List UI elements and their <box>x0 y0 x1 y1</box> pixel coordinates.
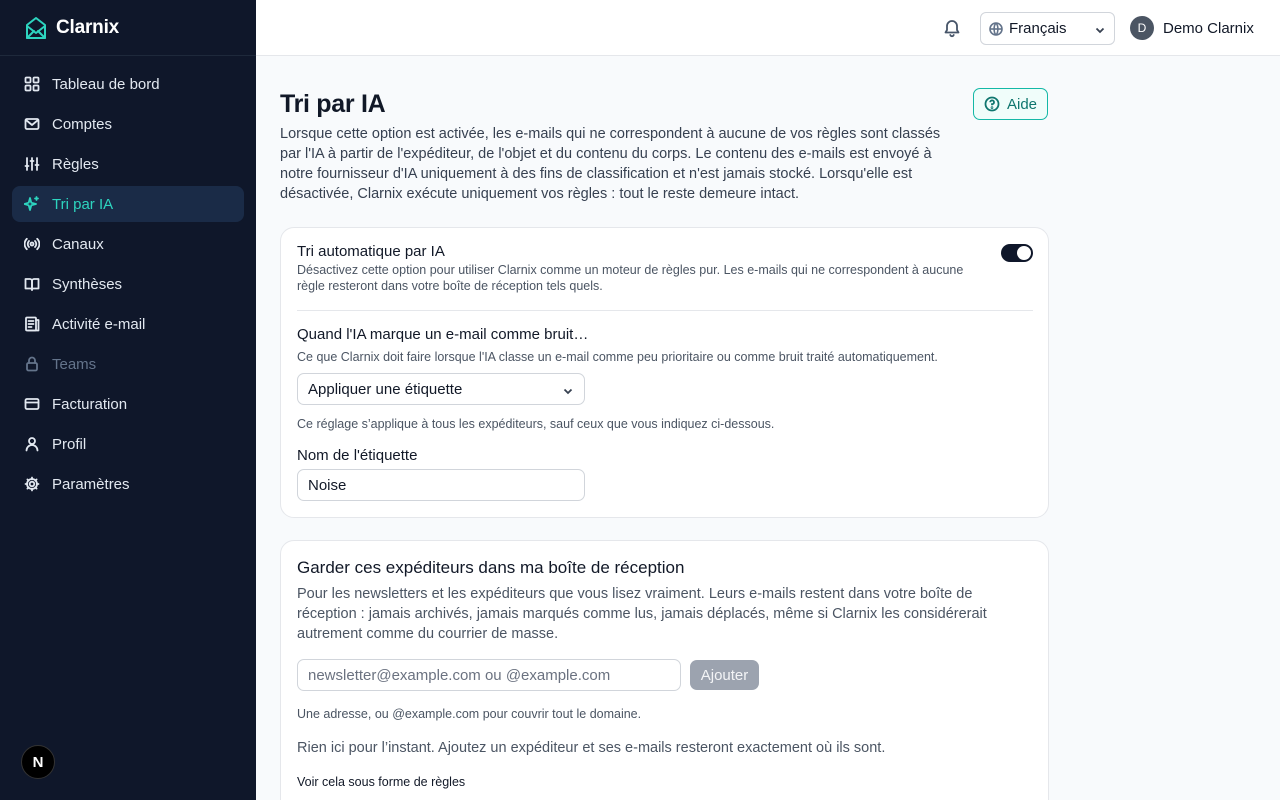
sidebar-item-accounts[interactable] <box>12 106 244 142</box>
sidebar-item-label: Canaux <box>52 235 104 253</box>
dev-badge[interactable]: N <box>21 745 55 779</box>
user-name: Demo Clarnix <box>1163 19 1254 37</box>
user-icon <box>24 436 40 452</box>
brand[interactable] <box>0 0 256 56</box>
sliders-icon <box>24 156 40 172</box>
empty-state-text: Rien ici pour l’instant. Ajoutez un expéditeur et ses e-mails resteront exactement où ils sont. <box>297 740 886 756</box>
help-button[interactable] <box>973 88 1048 120</box>
logo-icon <box>24 15 48 41</box>
sidebar-item-dashboard[interactable] <box>12 66 244 102</box>
sidebar-item-channels[interactable] <box>12 226 244 262</box>
top-bar <box>256 0 1280 56</box>
chevron-down-icon <box>1094 23 1106 35</box>
sidebar <box>0 0 256 800</box>
sidebar-item-rules[interactable] <box>12 146 244 182</box>
view-as-rules-link[interactable]: Voir cela sous forme de règles <box>297 775 466 789</box>
ai-settings-card <box>280 227 1049 518</box>
sidebar-item-label: Synthèses <box>52 275 123 293</box>
sidebar-item-ai-sort[interactable] <box>12 186 244 222</box>
toggle-knob <box>1017 246 1031 260</box>
dashboard-icon <box>24 76 40 92</box>
sidebar-item-settings[interactable] <box>12 466 244 502</box>
chevron-down-icon <box>562 384 574 396</box>
lock-icon <box>24 356 40 372</box>
language-value: Français <box>1009 20 1067 37</box>
keep-senders-card <box>280 540 1049 800</box>
globe-icon <box>989 22 1003 36</box>
avatar: D <box>1130 16 1154 40</box>
radio-icon <box>24 236 40 252</box>
add-sender-button[interactable]: Ajouter <box>690 660 759 690</box>
sidebar-item-label: Règles <box>52 155 99 173</box>
label-name-input[interactable] <box>297 469 585 501</box>
credit-card-icon <box>24 396 40 412</box>
sidebar-item-teams <box>12 346 244 382</box>
sidebar-item-profile[interactable] <box>12 426 244 462</box>
book-icon <box>24 276 40 292</box>
mail-icon <box>24 116 40 132</box>
sidebar-item-label: Profil <box>52 435 87 453</box>
sidebar-item-label: Teams <box>52 355 97 373</box>
ai-toggle-description: Désactivez cette option pour utiliser Clarnix comme un moteur de règles pur. Les e-mails qui ne correspondent à aucune règle resteront dans votre boîte de réception tels quels. <box>297 263 964 293</box>
help-circle-icon <box>984 96 1000 112</box>
page-intro: Lorsque cette option est activée, les e-mails qui ne correspondent à aucune de vos règles sont classés par l'IA à partir de l'expéditeur, de l'objet et du contenu du corps. Le contenu des e-mails est envoyé à notre fournisseur d'IA uniquement à des fins de classification et n'est jamais stocké. Lorsqu'elle est désactivée, Clarnix exécute uniquement vos règles : tout le reste demeure intact. <box>280 126 941 202</box>
sidebar-item-billing[interactable] <box>12 386 244 422</box>
keep-senders-title: Garder ces expéditeurs dans ma boîte de réception <box>297 558 685 577</box>
language-select[interactable] <box>980 12 1115 45</box>
ai-toggle-switch[interactable] <box>1001 244 1033 262</box>
label-name-title: Nom de l'étiquette <box>297 447 418 464</box>
bell-icon[interactable] <box>942 18 962 38</box>
sidebar-item-label: Facturation <box>52 395 128 413</box>
sidebar-item-digests[interactable] <box>12 266 244 302</box>
noise-action-select[interactable] <box>297 373 585 405</box>
sidebar-item-email-activity[interactable] <box>12 306 244 342</box>
sidebar-item-label: Comptes <box>52 115 113 133</box>
sidebar-item-label: Tri par IA <box>52 195 114 213</box>
sidebar-item-label: Paramètres <box>52 475 130 493</box>
sender-input[interactable] <box>297 659 681 691</box>
brand-name: Clarnix <box>56 16 120 38</box>
activity-log-icon <box>24 316 40 332</box>
sender-input-hint: Une adresse, ou @example.com pour couvrir tout le domaine. <box>297 707 642 721</box>
sidebar-item-label: Tableau de bord <box>52 75 160 93</box>
keep-senders-description: Pour les newsletters et les expéditeurs que vous lisez vraiment. Leurs e-mails restent dans votre boîte de réception : jamais archivés, jamais marqués comme lus, jamais déplacés, même si Clarnix les considérerait autrement comme du courrier de masse. <box>297 586 987 642</box>
page-title: Tri par IA <box>280 90 386 118</box>
noise-action-value: Appliquer une étiquette <box>308 380 463 398</box>
noise-action-hint: Ce réglage s’applique à tous les expéditeurs, sauf ceux que vous indiquez ci-dessous. <box>297 417 775 431</box>
sparkles-icon <box>24 196 40 212</box>
sidebar-nav <box>0 56 256 516</box>
gear-icon <box>24 476 40 492</box>
user-menu[interactable] <box>1130 16 1254 40</box>
sidebar-item-label: Activité e-mail <box>52 315 146 333</box>
divider <box>297 310 1033 311</box>
noise-action-title: Quand l'IA marque un e-mail comme bruit… <box>297 326 589 343</box>
help-label: Aide <box>1006 95 1038 113</box>
ai-toggle-title: Tri automatique par IA <box>297 243 445 260</box>
noise-action-description: Ce que Clarnix doit faire lorsque l'IA classe un e-mail comme peu prioritaire ou comme bruit traité automatiquement. <box>297 350 938 364</box>
